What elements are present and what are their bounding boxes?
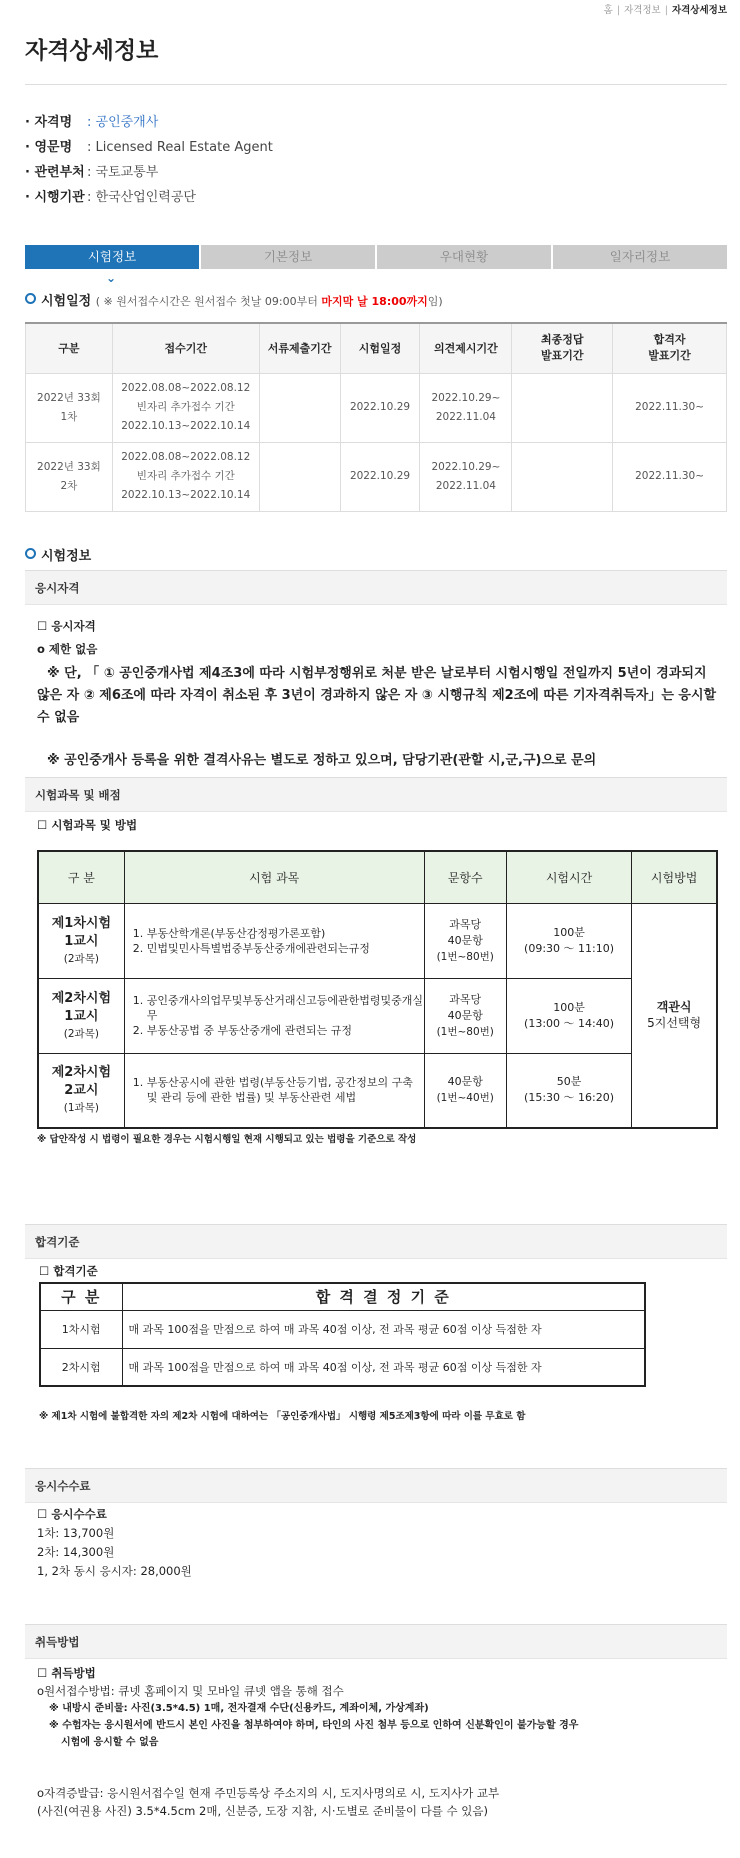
table-header: 합격자 발표기간	[613, 323, 727, 373]
table-header: 시험시간	[506, 851, 631, 903]
qual-note: ※ 공인중개사 등록을 위한 결격사유는 별도로 정하고 있으며, 담당기관(관할 시,군,구)으로 문의	[47, 753, 597, 768]
section-header: 응시자격	[25, 571, 727, 605]
breadcrumb-current: 자격상세정보	[671, 5, 727, 16]
section-header: 취득방법	[25, 1625, 727, 1659]
table-header: 시험방법	[632, 851, 717, 903]
breadcrumb-parent[interactable]: 자격정보	[624, 5, 661, 16]
table-row: 제2차시험 2교시 (1과목) 1. 부동산공시에 관한 법령(부동산등기법, 공간정보의 구축 및 관리 등에 관한 법률) 및 부동산관련 세법 40문항 (1번~40번) 50분 (15:30 ～ 16:20)	[38, 1053, 717, 1128]
table-row: 제1차시험 1교시 (2과목) 1. 부동산학개론(부동산감정평가론포함) 2. 민법및민사특별법중부동산중개에관련되는규정 과목당 40문항 (1번~80번) 100분 (09:30 ～ 11:10) 객관식 5지선택형	[38, 903, 717, 978]
acquire-line: o원서접수방법: 큐넷 홈페이지 및 모바일 큐넷 앱을 통해 접수	[37, 1684, 344, 1698]
table-header: 시험일정	[340, 323, 420, 373]
fee-line: 1, 2차 동시 응시자: 28,000원	[37, 1564, 192, 1578]
table-row: 2차시험 매 과목 100점을 만점으로 하여 매 과목 40점 이상, 전 과목 평균 60점 이상 득점한 자	[40, 1348, 645, 1386]
acquire-sub: ☐ 취득방법	[37, 1666, 96, 1680]
fee-sub: ☐ 응시수수료	[37, 1507, 107, 1521]
pass-table	[39, 1282, 646, 1387]
fee-line: 1차: 13,700원	[37, 1526, 115, 1540]
subjects-sub: ☐ 시험과목 및 방법	[37, 818, 138, 832]
breadcrumb: 홈 | 자격정보 | 자격상세정보	[603, 5, 727, 16]
table-row: 2022년 33회 2차 2022.08.08~2022.08.12 빈자리 추가접수 기간 2022.10.13~2022.10.14 2022.10.29 2022.10.29~ 2022.11.04 2022.11.30~	[26, 442, 727, 511]
exam-info-title: 시험정보	[25, 545, 91, 564]
table-header: 서류제출기간	[259, 323, 340, 373]
section-header: 응시수수료	[25, 1469, 727, 1503]
acquire-line: ※ 수험자는 응시원서에 반드시 본인 사진을 첨부하여야 하며, 타인의 사진 첨부 등으로 인하여 신분확인이 불가능할 경우	[49, 1720, 579, 1731]
pass-sub: ☐ 합격기준	[39, 1264, 98, 1278]
fee-line: 2차: 14,300원	[37, 1545, 115, 1559]
info-row: · 시행기관 : 한국산업인력공단	[25, 185, 273, 210]
acquire-section	[25, 1624, 727, 1659]
chevron-down-icon: ⌄	[106, 271, 117, 285]
table-row: 2022년 33회 1차 2022.08.08~2022.08.12 빈자리 추가접수 기간 2022.10.13~2022.10.14 2022.10.29 2022.10.29~ 2022.11.04 2022.11.30~	[26, 373, 727, 442]
fee-section	[25, 1468, 727, 1503]
section-header: 시험과목 및 배점	[25, 778, 727, 812]
qualification-name-link[interactable]: : 공인중개사	[87, 115, 159, 130]
table-header: 최종정답 발표기간	[512, 323, 613, 373]
table-header: 구 분	[38, 851, 124, 903]
info-row: · 관련부처 : 국토교통부	[25, 160, 273, 185]
table-header: 시험 과목	[124, 851, 424, 903]
subjects-section	[25, 777, 727, 812]
tab-preference[interactable]: 우대현황	[377, 245, 553, 269]
table-header: 접수기간	[112, 323, 259, 373]
tab-jobs[interactable]: 일자리정보	[553, 245, 727, 269]
tab-bar	[25, 245, 727, 269]
page-title: 자격상세정보	[25, 38, 159, 64]
table-header: 문항수	[424, 851, 506, 903]
info-row: · 자격명 : 공인중개사	[25, 110, 273, 135]
table-header: 합 격 결 정 기 준	[122, 1283, 645, 1310]
schedule-title: 시험일정 ( ※ 원서접수시간은 원서접수 첫날 09:00부터 마지막 날 18:00까지임)	[25, 290, 443, 309]
pass-note: ※ 제1차 시험에 불합격한 자의 제2차 시험에 대하여는 「공인중개사법」 시행령 제5조제3항에 따라 이를 무효로 함	[39, 1411, 526, 1422]
divider	[25, 84, 727, 85]
qualification-info	[25, 110, 273, 210]
table-row: 제2차시험 1교시 (2과목) 1. 공인중개사의업무및부동산거래신고등에관한법령및중개실무 2. 부동산공법 중 부동산중개에 관련되는 규정 과목당 40문항 (1번~80번) 100분 (13:00 ～ 14:40)	[38, 978, 717, 1053]
table-header: 구 분	[40, 1283, 122, 1310]
qual-sub: ☐ 응시자격	[37, 619, 96, 633]
section-header: 합격기준	[25, 1225, 727, 1259]
table-row: 1차시험 매 과목 100점을 만점으로 하여 매 과목 40점 이상, 전 과목 평균 60점 이상 득점한 자	[40, 1310, 645, 1348]
acquire-line: ※ 내방시 준비물: 사진(3.5*4.5) 1매, 전자결재 수단(신용카드, 계좌이체, 가상계좌)	[49, 1703, 429, 1714]
pass-section	[25, 1224, 727, 1259]
qual-none: o 제한 없음	[37, 642, 98, 656]
info-row: · 영문명 : Licensed Real Estate Agent	[25, 135, 273, 160]
table-header: 의견제시기간	[420, 323, 512, 373]
qualification-section	[25, 570, 727, 605]
tab-exam-info[interactable]: 시험정보	[25, 245, 201, 269]
qual-restriction: ※ 단, 「 ① 공인중개사법 제4조3에 따라 시험부정행위로 처분 받은 날로부터 시험시행일 전일까지 5년이 경과되지 않은 자 ② 제6조에 따라 자격이 취소된 후 3년이 경과하지 않은 자 ③ 시행규칙 제2조에 따른 기자격취득자」는 응시할 수 없음	[37, 666, 717, 725]
breadcrumb-home[interactable]: 홈	[603, 5, 613, 16]
tab-basic-info[interactable]: 기본정보	[201, 245, 377, 269]
acquire-line: (사진(여권용 사진) 3.5*4.5cm 2매, 신분증, 도장 지참, 시·도별로 준비물이 다를 수 있음)	[37, 1804, 488, 1818]
subjects-note: ※ 답안작성 시 법령이 필요한 경우는 시험시행일 현재 시행되고 있는 법령을 기준으로 작성	[37, 1134, 417, 1145]
acquire-line: 시험에 응시할 수 없음	[61, 1737, 159, 1748]
schedule-table	[25, 322, 727, 512]
table-header: 구분	[26, 323, 113, 373]
subjects-table	[37, 850, 718, 1129]
acquire-line: o자격증발급: 응시원서접수일 현재 주민등록상 주소지의 시, 도지사명의로 시, 도지사가 교부	[37, 1786, 500, 1800]
